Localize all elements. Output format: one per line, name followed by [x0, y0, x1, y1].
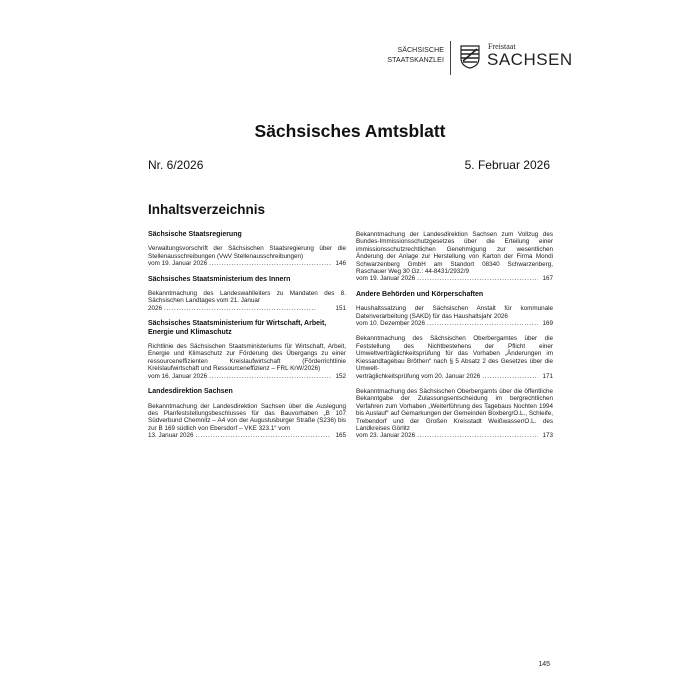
leader-dots	[417, 275, 538, 282]
toc-entry-last-line	[356, 373, 553, 380]
toc-entry-tail: vom 19. Januar 2026	[356, 275, 416, 283]
toc-entry[interactable]	[148, 343, 346, 380]
toc-entry-tail: vom 19. Januar 2026	[148, 260, 208, 268]
toc-entry-last-line	[148, 432, 346, 439]
toc-entry-text: Bekanntmachung des Sächsischen Oberbergamtes über die Feststellung des Nichtbestehens der Pflicht einer Umweltverträglichkeitsprüfung für das Vorhaben „Änderungen im Kiessandtagebau Brôthen“ nach § 5 Absatz 2 des Gesetzes über die Umwelt-	[356, 335, 553, 373]
toc-entry[interactable]	[356, 231, 553, 283]
staatskanzlei-logo-text	[378, 46, 444, 65]
toc-entry-last-line	[356, 432, 553, 439]
toc-entry-tail: vom 10. Dezember 2026	[356, 320, 425, 328]
leader-dots	[164, 305, 331, 312]
saxony-crest-icon	[460, 45, 480, 69]
toc-page-number: 173	[542, 432, 553, 440]
logo-divider	[450, 41, 451, 75]
toc-entry-text: Haushaltssatzung der Sächsischen Anstalt für kommunale Datenverarbeitung (SAKD) für das Haushaltsjahr 2026	[356, 305, 553, 320]
state-label-small: Freistaat	[488, 42, 516, 51]
toc-entry-last-line	[148, 260, 346, 267]
toc-entry-text: Bekanntmachung des Sächsischen Oberbergamts über die öffentliche Bekanntgabe der Zulassungsentscheidung im bergrechtlichen Verfahren zum Vorhaben „Weiterführung des Tagebaus Nochten 1994 bis Auslauf“ auf Gemarkungen der Gemeinden Boxberg/O.L., Schleife, Trebendorf und der Großen Kreisstadt Weißwasser/O.L. des Landkreises Görlitz	[356, 387, 553, 432]
state-label-big: SACHSEN	[487, 50, 573, 69]
toc-page-number: 169	[542, 320, 553, 328]
leader-dots	[482, 373, 538, 380]
toc-page-number: 151	[335, 304, 346, 312]
toc-entry-tail: vom 23. Januar 2026	[356, 432, 416, 440]
toc-entry-tail: vom 16. Januar 2026	[148, 372, 208, 380]
section-title: Sächsische Staatsregierung	[148, 231, 242, 238]
toc-entry-text: Richtlinie des Sächsischen Staatsministeriums für Wirtschaft, Arbeit, Energie und Klimaschutz zur Förderung des Übergangs zu einer ressourceneffizienten Kreislaufwirtschaft (Förderrichtlinie Kreislaufwirtschaft und Ressourceneffizienz – FRL KrW/2026)	[148, 343, 346, 373]
document-title: Sächsisches Amtsblatt	[254, 121, 446, 141]
toc-entry-last-line	[356, 320, 553, 327]
section-title: Sächsisches Staatsministerium des Innern	[148, 275, 291, 283]
toc-heading: Inhaltsverzeichnis	[148, 202, 266, 217]
toc-entry-tail: verträglichkeitsprüfung vom 20. Januar 2026	[356, 372, 481, 380]
leader-dots	[209, 373, 331, 380]
leader-dots	[417, 432, 538, 439]
org-line-1: SÄCHSISCHE	[397, 47, 444, 54]
issue-date: 5. Februar 2026	[464, 158, 550, 172]
toc-page-number: 171	[542, 372, 553, 380]
toc-page-number: 146	[335, 260, 346, 268]
section-title: Andere Behörden und Körperschaften	[356, 290, 484, 298]
leader-dots	[209, 260, 331, 267]
toc-entry-text: Verwaltungsvorschrift der Sächsischen Staatsregierung über die Stellenausschreibungen (VwV Stellenausschreibungen)	[148, 245, 346, 260]
toc-entry[interactable]	[356, 305, 553, 327]
toc-entry-text: Bekanntmachung der Landesdirektion Sachsen über die Auslegung des Planfeststellungsbeschlusses für das Bauvorhaben „B 107 Südverbund Chemnitz – A4 von der Augustusburger Straße (S236) bis zur B 169 südlich von Ebersdorf – VKE 323.1“ vom	[148, 402, 346, 432]
org-line-2: STAATSKANZLEI	[387, 56, 444, 64]
toc-entry[interactable]	[148, 290, 346, 312]
toc-page-number: 165	[335, 432, 346, 440]
leader-dots	[196, 432, 332, 439]
toc-entry-tail: 2026	[148, 304, 163, 312]
toc-column-left	[148, 231, 346, 448]
toc-column-right	[356, 231, 553, 448]
toc-page-number: 167	[542, 275, 553, 283]
toc-entry-last-line	[148, 305, 346, 312]
leader-dots	[427, 320, 539, 327]
toc-entry[interactable]	[148, 403, 346, 440]
toc-entry-text: Bekanntmachung des Landeswahlleiters zu Mandaten des 8. Sächsischen Landtages vom 21. Januar	[148, 290, 346, 305]
section-title: Sächsisches Staatsministerium für Wirtschaft, Arbeit, Energie und Klimaschutz	[148, 320, 327, 336]
section-title: Landesdirektion Sachsen	[148, 388, 233, 396]
toc-entry[interactable]	[356, 388, 553, 440]
toc-page-number: 152	[335, 372, 346, 380]
toc-entry-last-line	[356, 275, 553, 282]
toc-entry-last-line	[148, 373, 346, 380]
toc-entry-tail: 13. Januar 2026	[148, 432, 194, 440]
toc-entry[interactable]	[356, 335, 553, 379]
issue-number: Nr. 6/2026	[148, 158, 204, 172]
toc-entry[interactable]	[148, 245, 346, 267]
page-number: 145	[538, 661, 550, 668]
toc-entry-text: Bekanntmachung der Landesdirektion Sachsen zum Vollzug des Bundes-Immissionsschutzgesetzes über die Erteilung einer immissionsschutzrechtlichen Genehmigung zur wesentlichen Änderung der Anlage zur Herstellung von Karton der Firma Mondi Schwarzenberg GmbH am Standort 08340 Schwarzenberg, Raschauer Weg 30 Gz.: 44-8431/2932/9	[356, 231, 553, 276]
